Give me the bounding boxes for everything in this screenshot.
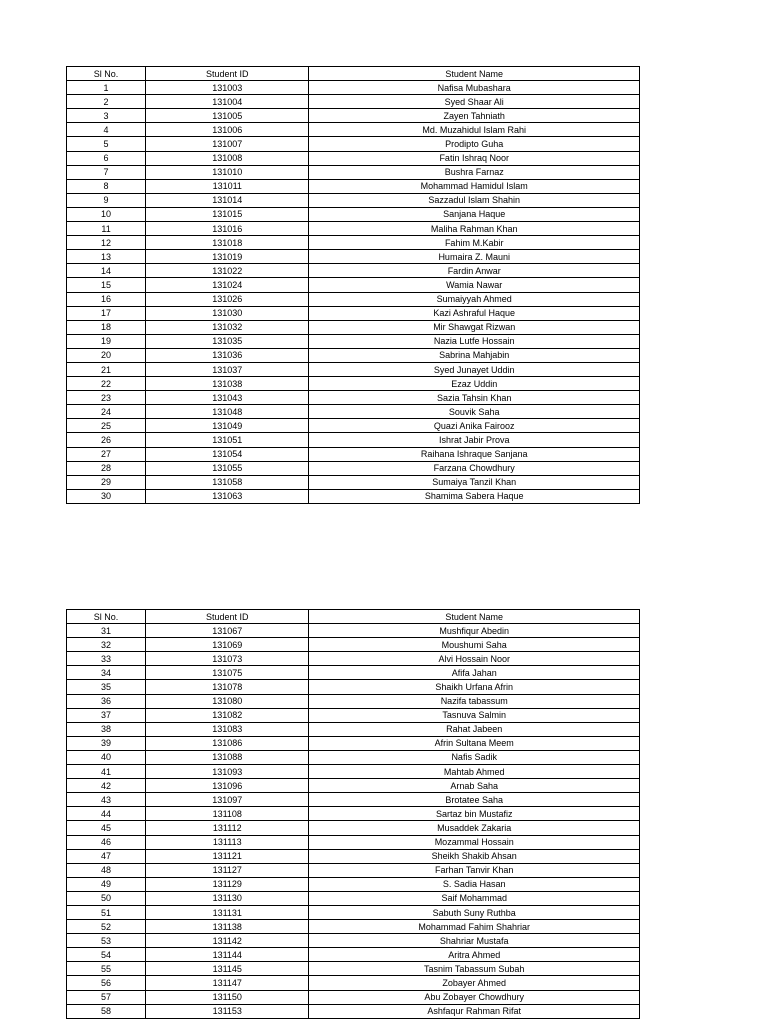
table-row bbox=[67, 151, 640, 165]
student-id-cell: 131150 bbox=[146, 990, 309, 1004]
header-sl-no: Sl No. bbox=[67, 610, 146, 624]
student-name-cell: Syed Junayet Uddin bbox=[309, 362, 640, 376]
table-row bbox=[67, 948, 640, 962]
sl-no-cell: 58 bbox=[67, 1004, 146, 1018]
student-id-cell: 131073 bbox=[146, 652, 309, 666]
student-name-cell: Sazzadul Islam Shahin bbox=[309, 193, 640, 207]
student-name-cell: Ishrat Jabir Prova bbox=[309, 433, 640, 447]
student-id-cell: 131127 bbox=[146, 863, 309, 877]
student-id-cell: 131016 bbox=[146, 222, 309, 236]
student-name-cell: Wamia Nawar bbox=[309, 278, 640, 292]
sl-no-cell: 55 bbox=[67, 962, 146, 976]
student-name-cell: Quazi Anika Fairooz bbox=[309, 419, 640, 433]
student-id-cell: 131108 bbox=[146, 807, 309, 821]
student-name-cell: Ezaz Uddin bbox=[309, 377, 640, 391]
sl-no-cell: 22 bbox=[67, 377, 146, 391]
student-name-cell: Prodipto Guha bbox=[309, 137, 640, 151]
sl-no-cell: 24 bbox=[67, 405, 146, 419]
table-row bbox=[67, 334, 640, 348]
table-row bbox=[67, 222, 640, 236]
student-name-cell: Mozammal Hossain bbox=[309, 835, 640, 849]
student-name-cell: Musaddek Zakaria bbox=[309, 821, 640, 835]
student-name-cell: Saif Mohammad bbox=[309, 891, 640, 905]
sl-no-cell: 43 bbox=[67, 793, 146, 807]
student-id-cell: 131063 bbox=[146, 489, 309, 503]
student-name-cell: Sanjana Haque bbox=[309, 207, 640, 221]
student-table-2 bbox=[66, 609, 640, 1019]
table-body bbox=[67, 624, 640, 1019]
student-id-cell: 131022 bbox=[146, 264, 309, 278]
student-id-cell: 131054 bbox=[146, 447, 309, 461]
sl-no-cell: 27 bbox=[67, 447, 146, 461]
sl-no-cell: 4 bbox=[67, 123, 146, 137]
sl-no-cell: 11 bbox=[67, 222, 146, 236]
header-student-id: Student ID bbox=[146, 610, 309, 624]
sl-no-cell: 38 bbox=[67, 722, 146, 736]
sl-no-cell: 48 bbox=[67, 863, 146, 877]
student-name-cell: Sumaiya Tanzil Khan bbox=[309, 475, 640, 489]
sl-no-cell: 13 bbox=[67, 250, 146, 264]
table-row bbox=[67, 193, 640, 207]
student-id-cell: 131048 bbox=[146, 405, 309, 419]
sl-no-cell: 5 bbox=[67, 137, 146, 151]
student-name-cell: Sabrina Mahjabin bbox=[309, 348, 640, 362]
student-id-cell: 131030 bbox=[146, 306, 309, 320]
sl-no-cell: 18 bbox=[67, 320, 146, 334]
student-name-cell: Mushfiqur Abedin bbox=[309, 624, 640, 638]
student-id-cell: 131051 bbox=[146, 433, 309, 447]
student-name-cell: Shaikh Urfana Afrin bbox=[309, 680, 640, 694]
student-id-cell: 131129 bbox=[146, 877, 309, 891]
sl-no-cell: 49 bbox=[67, 877, 146, 891]
student-id-cell: 131130 bbox=[146, 891, 309, 905]
student-id-cell: 131075 bbox=[146, 666, 309, 680]
table-row bbox=[67, 624, 640, 638]
student-name-cell: Humaira Z. Mauni bbox=[309, 250, 640, 264]
sl-no-cell: 19 bbox=[67, 334, 146, 348]
student-name-cell: Zobayer Ahmed bbox=[309, 976, 640, 990]
student-id-cell: 131097 bbox=[146, 793, 309, 807]
sl-no-cell: 6 bbox=[67, 151, 146, 165]
student-id-cell: 131083 bbox=[146, 722, 309, 736]
table-row bbox=[67, 109, 640, 123]
table-row bbox=[67, 207, 640, 221]
student-id-cell: 131080 bbox=[146, 694, 309, 708]
table-row bbox=[67, 976, 640, 990]
table-row bbox=[67, 920, 640, 934]
sl-no-cell: 36 bbox=[67, 694, 146, 708]
table-row bbox=[67, 807, 640, 821]
sl-no-cell: 46 bbox=[67, 835, 146, 849]
sl-no-cell: 7 bbox=[67, 165, 146, 179]
table-row bbox=[67, 95, 640, 109]
student-name-cell: Bushra Farnaz bbox=[309, 165, 640, 179]
table-row bbox=[67, 877, 640, 891]
student-id-cell: 131113 bbox=[146, 835, 309, 849]
table-row bbox=[67, 934, 640, 948]
sl-no-cell: 10 bbox=[67, 207, 146, 221]
table-row bbox=[67, 891, 640, 905]
table-row bbox=[67, 165, 640, 179]
table-row bbox=[67, 680, 640, 694]
header-row bbox=[67, 67, 640, 81]
sl-no-cell: 32 bbox=[67, 638, 146, 652]
student-name-cell: Sabuth Suny Ruthba bbox=[309, 905, 640, 919]
sl-no-cell: 14 bbox=[67, 264, 146, 278]
student-name-cell: Md. Muzahidul Islam Rahi bbox=[309, 123, 640, 137]
sl-no-cell: 28 bbox=[67, 461, 146, 475]
student-name-cell: S. Sadia Hasan bbox=[309, 877, 640, 891]
student-id-cell: 131014 bbox=[146, 193, 309, 207]
student-id-cell: 131003 bbox=[146, 81, 309, 95]
table-row bbox=[67, 348, 640, 362]
student-name-cell: Nafisa Mubashara bbox=[309, 81, 640, 95]
student-name-cell: Ashfaqur Rahman Rifat bbox=[309, 1004, 640, 1018]
table-row bbox=[67, 1004, 640, 1018]
student-id-cell: 131036 bbox=[146, 348, 309, 362]
sl-no-cell: 40 bbox=[67, 750, 146, 764]
student-id-cell: 131008 bbox=[146, 151, 309, 165]
student-id-cell: 131019 bbox=[146, 250, 309, 264]
student-id-cell: 131131 bbox=[146, 905, 309, 919]
student-id-cell: 131043 bbox=[146, 391, 309, 405]
student-name-cell: Syed Shaar Ali bbox=[309, 95, 640, 109]
student-name-cell: Mir Shawgat Rizwan bbox=[309, 320, 640, 334]
student-id-cell: 131058 bbox=[146, 475, 309, 489]
student-id-cell: 131153 bbox=[146, 1004, 309, 1018]
sl-no-cell: 17 bbox=[67, 306, 146, 320]
table-row bbox=[67, 81, 640, 95]
sl-no-cell: 2 bbox=[67, 95, 146, 109]
student-name-cell: Mahtab Ahmed bbox=[309, 765, 640, 779]
sl-no-cell: 20 bbox=[67, 348, 146, 362]
student-name-cell: Nazia Lutfe Hossain bbox=[309, 334, 640, 348]
student-name-cell: Mohammad Fahim Shahriar bbox=[309, 920, 640, 934]
student-name-cell: Fahim M.Kabir bbox=[309, 236, 640, 250]
sl-no-cell: 54 bbox=[67, 948, 146, 962]
student-name-cell: Kazi Ashraful Haque bbox=[309, 306, 640, 320]
table-row bbox=[67, 708, 640, 722]
student-name-cell: Zayen Tahniath bbox=[309, 109, 640, 123]
table-row bbox=[67, 264, 640, 278]
table-row bbox=[67, 722, 640, 736]
student-id-cell: 131011 bbox=[146, 179, 309, 193]
table-row bbox=[67, 320, 640, 334]
table-row bbox=[67, 306, 640, 320]
student-id-cell: 131007 bbox=[146, 137, 309, 151]
table-row bbox=[67, 779, 640, 793]
sl-no-cell: 37 bbox=[67, 708, 146, 722]
student-id-cell: 131010 bbox=[146, 165, 309, 179]
table-row bbox=[67, 765, 640, 779]
table-row bbox=[67, 419, 640, 433]
sl-no-cell: 9 bbox=[67, 193, 146, 207]
student-id-cell: 131093 bbox=[146, 765, 309, 779]
sl-no-cell: 21 bbox=[67, 362, 146, 376]
sl-no-cell: 51 bbox=[67, 905, 146, 919]
sl-no-cell: 30 bbox=[67, 489, 146, 503]
student-name-cell: Sazia Tahsin Khan bbox=[309, 391, 640, 405]
table-row bbox=[67, 475, 640, 489]
student-name-cell: Arnab Saha bbox=[309, 779, 640, 793]
table-row bbox=[67, 638, 640, 652]
sl-no-cell: 41 bbox=[67, 765, 146, 779]
student-table-1 bbox=[66, 66, 640, 504]
student-name-cell: Nazifa tabassum bbox=[309, 694, 640, 708]
student-name-cell: Sumaiyyah Ahmed bbox=[309, 292, 640, 306]
student-id-cell: 131024 bbox=[146, 278, 309, 292]
sl-no-cell: 52 bbox=[67, 920, 146, 934]
table-row bbox=[67, 433, 640, 447]
student-name-cell: Tasnim Tabassum Subah bbox=[309, 962, 640, 976]
student-id-cell: 131142 bbox=[146, 934, 309, 948]
student-id-cell: 131006 bbox=[146, 123, 309, 137]
table-row bbox=[67, 905, 640, 919]
sl-no-cell: 42 bbox=[67, 779, 146, 793]
table-row bbox=[67, 405, 640, 419]
student-name-cell: Fardin Anwar bbox=[309, 264, 640, 278]
student-name-cell: Nafis Sadik bbox=[309, 750, 640, 764]
table-row bbox=[67, 666, 640, 680]
student-name-cell: Tasnuva Salmin bbox=[309, 708, 640, 722]
student-name-cell: Abu Zobayer Chowdhury bbox=[309, 990, 640, 1004]
sl-no-cell: 50 bbox=[67, 891, 146, 905]
sl-no-cell: 47 bbox=[67, 849, 146, 863]
student-name-cell: Afrin Sultana Meem bbox=[309, 736, 640, 750]
student-id-cell: 131004 bbox=[146, 95, 309, 109]
table-row bbox=[67, 292, 640, 306]
table-row bbox=[67, 447, 640, 461]
student-name-cell: Sartaz bin Mustafiz bbox=[309, 807, 640, 821]
table-row bbox=[67, 821, 640, 835]
student-name-cell: Aritra Ahmed bbox=[309, 948, 640, 962]
header-student-id: Student ID bbox=[146, 67, 309, 81]
sl-no-cell: 34 bbox=[67, 666, 146, 680]
sl-no-cell: 1 bbox=[67, 81, 146, 95]
header-student-name: Student Name bbox=[309, 610, 640, 624]
table-row bbox=[67, 750, 640, 764]
sl-no-cell: 8 bbox=[67, 179, 146, 193]
table-row bbox=[67, 835, 640, 849]
table-row bbox=[67, 179, 640, 193]
sl-no-cell: 26 bbox=[67, 433, 146, 447]
table-row bbox=[67, 236, 640, 250]
sl-no-cell: 25 bbox=[67, 419, 146, 433]
student-name-cell: Fatin Ishraq Noor bbox=[309, 151, 640, 165]
student-id-cell: 131069 bbox=[146, 638, 309, 652]
sl-no-cell: 3 bbox=[67, 109, 146, 123]
sl-no-cell: 16 bbox=[67, 292, 146, 306]
student-id-cell: 131144 bbox=[146, 948, 309, 962]
student-id-cell: 131088 bbox=[146, 750, 309, 764]
student-name-cell: Alvi Hossain Noor bbox=[309, 652, 640, 666]
table-row bbox=[67, 362, 640, 376]
sl-no-cell: 23 bbox=[67, 391, 146, 405]
header-row bbox=[67, 610, 640, 624]
student-id-cell: 131026 bbox=[146, 292, 309, 306]
student-name-cell: Sheikh Shakib Ahsan bbox=[309, 849, 640, 863]
student-name-cell: Shamima Sabera Haque bbox=[309, 489, 640, 503]
student-name-cell: Farzana Chowdhury bbox=[309, 461, 640, 475]
table-row bbox=[67, 489, 640, 503]
student-id-cell: 131121 bbox=[146, 849, 309, 863]
student-id-cell: 131049 bbox=[146, 419, 309, 433]
table-row bbox=[67, 377, 640, 391]
sl-no-cell: 53 bbox=[67, 934, 146, 948]
student-id-cell: 131015 bbox=[146, 207, 309, 221]
student-name-cell: Souvik Saha bbox=[309, 405, 640, 419]
table-row bbox=[67, 990, 640, 1004]
student-id-cell: 131037 bbox=[146, 362, 309, 376]
sl-no-cell: 39 bbox=[67, 736, 146, 750]
student-name-cell: Mohammad Hamidul Islam bbox=[309, 179, 640, 193]
table-row bbox=[67, 652, 640, 666]
student-id-cell: 131018 bbox=[146, 236, 309, 250]
table-row bbox=[67, 962, 640, 976]
student-id-cell: 131145 bbox=[146, 962, 309, 976]
student-name-cell: Raihana Ishraque Sanjana bbox=[309, 447, 640, 461]
student-name-cell: Brotatee Saha bbox=[309, 793, 640, 807]
student-name-cell: Moushumi Saha bbox=[309, 638, 640, 652]
student-id-cell: 131038 bbox=[146, 377, 309, 391]
student-id-cell: 131138 bbox=[146, 920, 309, 934]
table-row bbox=[67, 736, 640, 750]
student-id-cell: 131055 bbox=[146, 461, 309, 475]
student-id-cell: 131067 bbox=[146, 624, 309, 638]
student-id-cell: 131078 bbox=[146, 680, 309, 694]
student-name-cell: Rahat Jabeen bbox=[309, 722, 640, 736]
sl-no-cell: 15 bbox=[67, 278, 146, 292]
table-row bbox=[67, 391, 640, 405]
table-row bbox=[67, 793, 640, 807]
student-name-cell: Afifa Jahan bbox=[309, 666, 640, 680]
student-id-cell: 131082 bbox=[146, 708, 309, 722]
student-name-cell: Shahriar Mustafa bbox=[309, 934, 640, 948]
sl-no-cell: 35 bbox=[67, 680, 146, 694]
sl-no-cell: 33 bbox=[67, 652, 146, 666]
table-row bbox=[67, 250, 640, 264]
student-id-cell: 131096 bbox=[146, 779, 309, 793]
sl-no-cell: 45 bbox=[67, 821, 146, 835]
sl-no-cell: 44 bbox=[67, 807, 146, 821]
student-id-cell: 131035 bbox=[146, 334, 309, 348]
student-id-cell: 131005 bbox=[146, 109, 309, 123]
sl-no-cell: 56 bbox=[67, 976, 146, 990]
table-row bbox=[67, 137, 640, 151]
student-id-cell: 131032 bbox=[146, 320, 309, 334]
table-row bbox=[67, 278, 640, 292]
table-row bbox=[67, 849, 640, 863]
student-name-cell: Farhan Tanvir Khan bbox=[309, 863, 640, 877]
table-row bbox=[67, 863, 640, 877]
sl-no-cell: 12 bbox=[67, 236, 146, 250]
student-id-cell: 131147 bbox=[146, 976, 309, 990]
header-student-name: Student Name bbox=[309, 67, 640, 81]
table-body bbox=[67, 81, 640, 504]
sl-no-cell: 57 bbox=[67, 990, 146, 1004]
table-row bbox=[67, 123, 640, 137]
header-sl-no: Sl No. bbox=[67, 67, 146, 81]
student-id-cell: 131112 bbox=[146, 821, 309, 835]
table-row bbox=[67, 694, 640, 708]
student-name-cell: Maliha Rahman Khan bbox=[309, 222, 640, 236]
sl-no-cell: 31 bbox=[67, 624, 146, 638]
table-row bbox=[67, 461, 640, 475]
sl-no-cell: 29 bbox=[67, 475, 146, 489]
student-id-cell: 131086 bbox=[146, 736, 309, 750]
